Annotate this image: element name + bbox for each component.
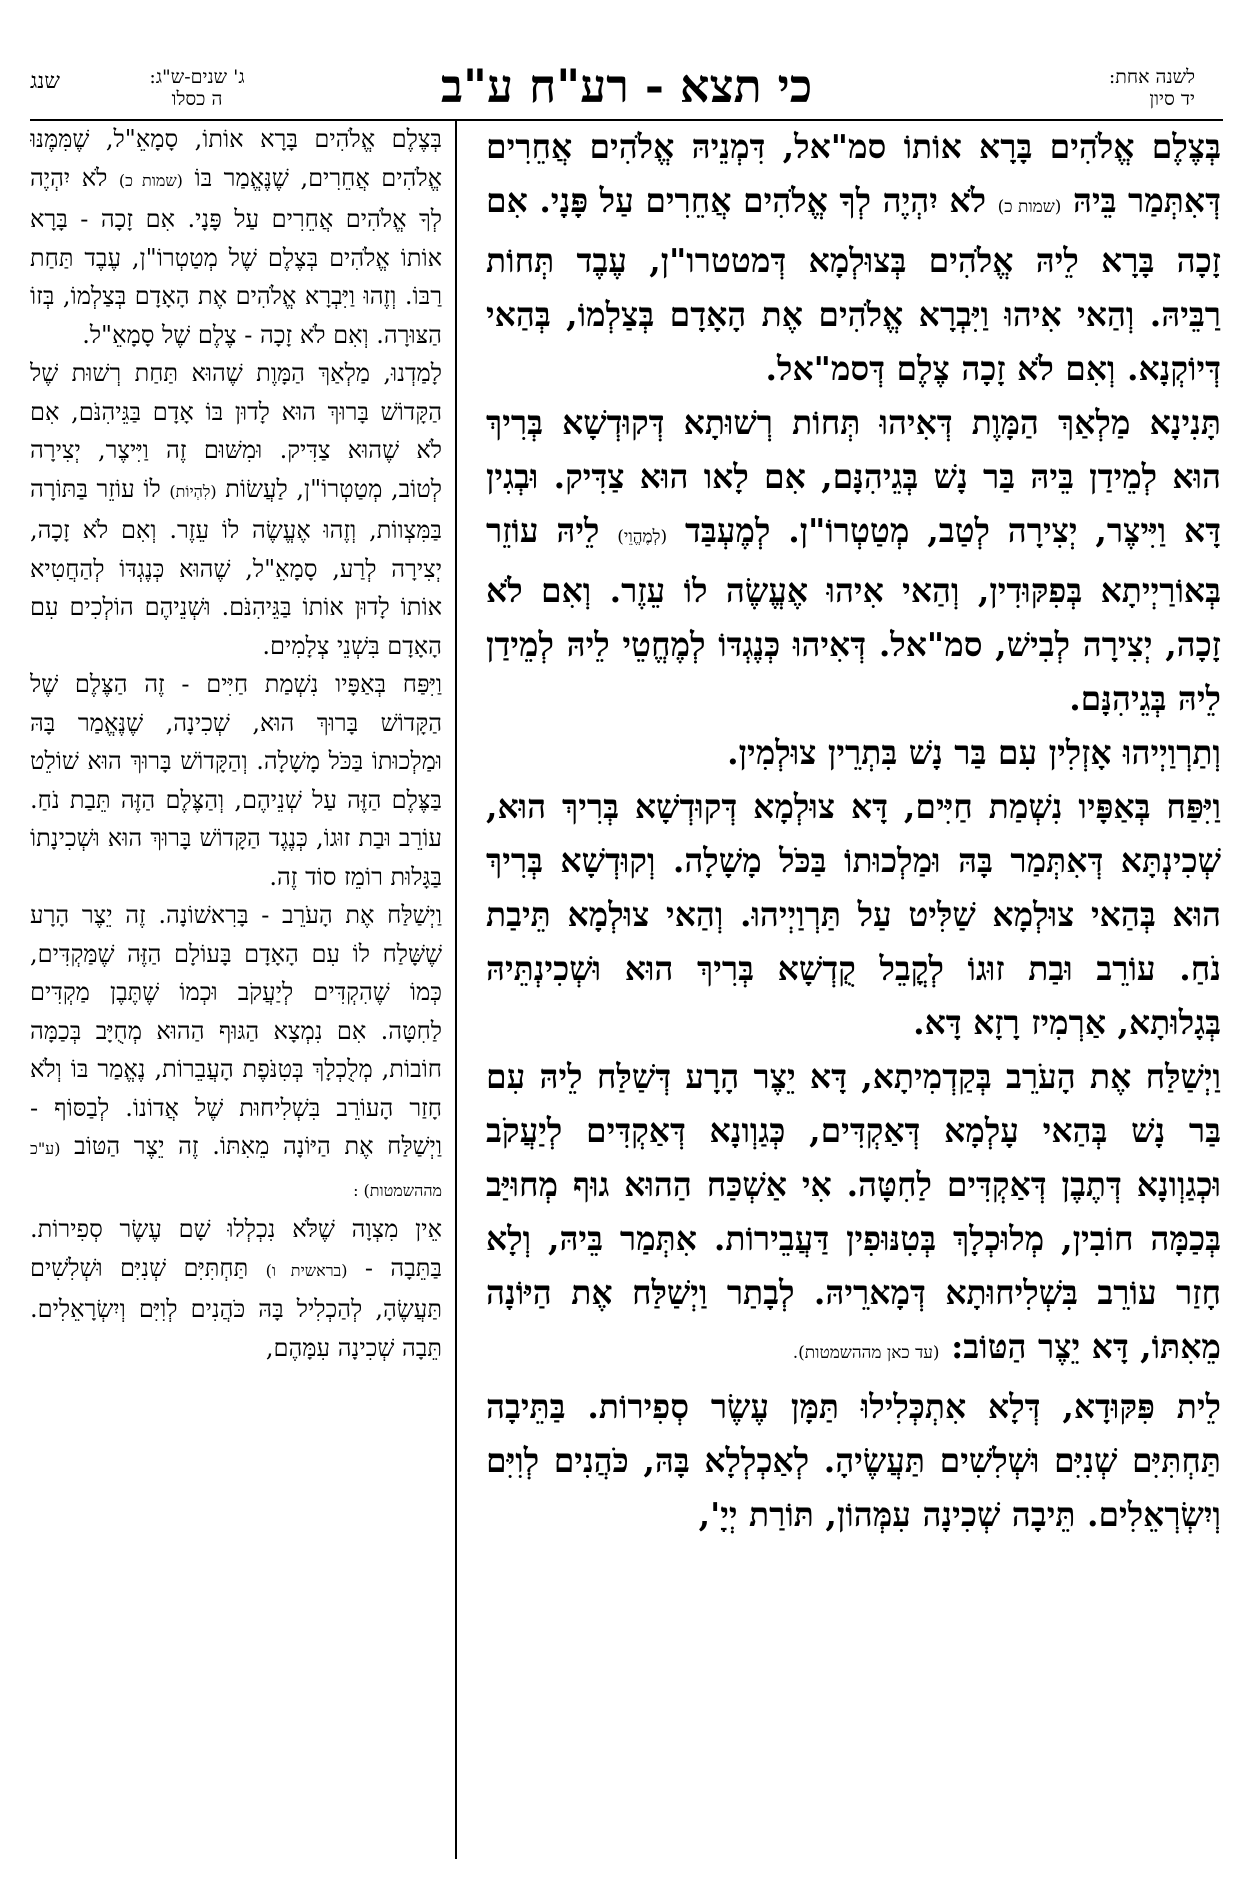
commentary-paragraph — [30, 1210, 442, 1367]
commentary-text: לוֹ עוֹזֵר בַּתּוֹרָה בַּמִּצְווֹת, וְזֶהוּ אֶעֱשֶׂה לוֹ עֵזֶר. וְאִם לֹא זָכָה, יְצִירָה לְרַע, סָמָאֵ"ל, שֶׁהוּא כְּנֶגְדּוֹ לְהַחֲטִיא אוֹתוֹ לָדוּן אוֹתוֹ בַּגֵּיהִנֹּם. וּשְׁנֵיהֶם הוֹלְכִים עִם הָאָדָם בִּשְׁנֵי צְלָמִים. — [30, 474, 442, 660]
commentary-column — [30, 120, 442, 1860]
schedule-three-years-date: ה כסלו — [171, 88, 223, 110]
commentary-paragraph — [30, 120, 442, 354]
page-title: כי תצא - רע"ח ע"ב — [440, 59, 813, 113]
main-paragraph — [486, 120, 1221, 396]
main-text: וַיְשַׁלַּח אֶת הָעֹרֵב בְּקַדְמִיתָא, דָּא יֵצֶר הָרָע דְּשַׁלַּח לֵיהּ עִם בַּר נָשׁ בְּהַאי עָלְמָא דְּאַקְדִּים, כְּגַוְונָא דְּאַקְדִּים לְיַעֲקֹב וּכְגַוְונָא דְּתֶבֶן דְּאַקְדִּים לַחִטָּה. אִי אַשְׁכַּח הַהוּא גוּף מְחוּיַּב בְּכַמָּה חוֹבִין, מְלוּכְלָךְ בְּטִנּוּפִין דַּעֲבֵירוֹת. אִתְּמַר בֵּיהּ, וְלָא חָזַר עוֹרֵב בִּשְׁלִיחוּתָא דְּמָארֵיהּ. לְבָתַר וַיְשַׁלַּח אֶת הַיּוֹנָה מֵאִתּוֹ, דָּא יֵצֶר הַטּוֹב: — [486, 1057, 1221, 1366]
commentary-text: לֹא יִהְיֶה לְךָ אֱלֹהִים אֲחֵרִים עַל פָּנָי. אִם זָכָה - בָּרָא אוֹתוֹ אֱלֹהִים בְּצֶלֶם שֶׁל מְטַטְרוֹ"ן, עֶבֶד תַּחַת רַבּוֹ. וְזֶהוּ וַיִּבְרָא אֱלֹהִים אֶת הָאָדָם בְּצַלְמוֹ, בְּזוֹ הַצּוּרָה. וְאִם לֹא זָכָה - צֶלֶם שֶׁל סָמָאֵ"ל. — [30, 163, 442, 349]
page-header — [30, 58, 1223, 120]
commentary-text: אֵין מִצְוָה שֶׁלֹּא נִכְלְלוּ שָׁם עֶשֶׂר סְפִירוֹת. בַּתֵּבָה - — [30, 1215, 442, 1282]
main-text: תָּנִינָא מַלְאַךְ הַמָּוֶת דְּאִיהוּ תְּחוֹת רְשׁוּתָא דְּקוּדְשָׁא בְּרִיךְ הוּא לְמֵידַן בֵּיהּ בַּר נָשׁ בְּגֵיהִנָּם, אִם לָאו הוּא צַדִּיק. וּבְגִין דָּא וַיִּיצֶר, יְצִירָה לְטַב, מְטַטְרוֹ"ן. לְמֶעְבַּד — [486, 403, 1221, 550]
commentary-text: בְּצֶלֶם אֱלֹהִים בָּרָא אוֹתוֹ, סָמָאֵ"ל, שֶׁמִּמֶּנּוּ אֱלֹהִים אֲחֵרִים, שֶׁנֶּאֱמַר בּוֹ — [30, 125, 442, 192]
source-reference: (שמות כ) — [118, 170, 183, 190]
variant-reading: (לְמֶהֱוֵי) — [617, 527, 668, 547]
schedule-three-years-label: ג' שנים-ש"ג: — [149, 66, 245, 88]
main-paragraph — [486, 396, 1221, 726]
main-paragraph — [486, 1050, 1221, 1380]
commentary-text: תַּחְתִּיִּם שְׁנִיִּם וּשְׁלִשִׁים תַּעֲשֶׂהָ, לְהַכְלִיל בָּהּ כֹּהֲנִים לְוִיִּם וְיִשְׂרָאֵלִים. תֵּבָה שְׁכִינָה עִמָּהֶם, — [30, 1253, 442, 1362]
omission-note: (עד כאן מההשמטות). — [792, 1343, 940, 1363]
commentary-text: לָמַדְנוּ, מַלְאַךְ הַמָּוֶת שֶׁהוּא תַּחַת רְשׁוּת שֶׁל הַקָּדוֹשׁ בָּרוּךְ הוּא לָדוּן בּוֹ אָדָם בַּגֵּיהִנֹּם, אִם לֹא שֶׁהוּא צַדִּיק. וּמִשּׁוּם זֶה וַיִּיצֶר, יְצִירָה לְטוֹב, מְטַטְרוֹ"ן, לַעֲשׂוֹת — [30, 359, 442, 503]
main-text: לֵיהּ עוֹזֵר בְּאוֹרַיְיתָא בְּפִקּוּדִין, וְהַאי אִיהוּ אֶעֱשֶׂה לוֹ עֵזֶר. וְאִם לֹא זָכָה, יְצִירָה לְבִישׁ, סמ"אל. דְּאִיהוּ כְּנֶגְדּוֹ לְמֶחֱטֵי לֵיהּ לְמֵידַן לֵיהּ בְּגֵיהִנָּם. — [486, 511, 1221, 718]
main-paragraph: לֵית פִּקּוּדָא, דְּלָא אִתְכְּלִילוּ תַּמָּן עֶשֶׂר סְפִירוֹת. בַּתֵּיבָה תַּחְתִּיִּם שְׁנִיִּם וּשְׁלִשִׁים תַּעֲשֶׂיהָ. לְאַכְלְלָא בָּהּ, כֹּהֲנִים לְוִיִּם וְיִשְׂרְאֵלִים. תֵּיבָה שְׁכִינָה עִמְּהוֹן, תּוֹרַת יְיָ', — [486, 1387, 1221, 1534]
page-number: שנג — [30, 69, 60, 94]
variant-reading: (לִהְיוֹת) — [169, 481, 217, 501]
commentary-paragraph — [30, 354, 442, 665]
main-paragraph: וַיִּפַּח בְּאַפָּיו נִשְׁמַת חַיִּים, דָּא צוּלְמָא דְּקוּדְשָׁא בְּרִיךְ הוּא, שְׁכִינְתָּא דְּאִתְּמַר בָּהּ וּמַלְכוּתוֹ בַּכֹּל מָשָׁלָה. וְקוּדְשָׁא בְּרִיךְ הוּא בְּהַאי צוּלְמָא שַׁלִּיט עַל תַּרְוַיְיהוּ. וְהַאי צוּלְמָא תֵּיבַת נֹחַ. עוֹרֵב וּבַת זוּגוֹ לְקֳבֵל קֻדְשָׁא בְּרִיךְ הוּא וּשְׁכִינְתֵּיהּ בְּגָלוּתָא, אַרְמִיז רָזָא דָּא. — [486, 787, 1221, 1042]
main-text: לֹא יִהְיֶה לְךָ אֱלֹהִים אֲחֵרִים עַל פָּנָי. אִם זָכָה בָּרָא לֵיהּ אֱלֹהִים בְּצוּלְמָא דְּמטטרו"ן, עֶבֶד תְּחוֹת רַבֵּיהּ. וְהַאי אִיהוּ וַיִּבְרָא אֱלֹהִים אֶת הָאָדָם בְּצַלְמוֹ, בְּהַאי דְּיוֹקְנָא. וְאִם לֹא זָכָה צֶלֶם דְּסמ"אל. — [486, 181, 1221, 388]
main-text: בְּצֶלֶם אֱלֹהִים בָּרָא אוֹתוֹ סמ"אל, דִּמְנֵיהּ אֱלֹהִים אֲחֵרִים דְּאִתְּמַר בֵּיהּ — [486, 127, 1221, 220]
commentary-paragraph: וַיִּפַּח בְּאַפָּיו נִשְׁמַת חַיִּים - זֶה הַצֶּלֶם שֶׁל הַקָּדוֹשׁ בָּרוּךְ הוּא, שְׁכִינָה, שֶׁנֶּאֱמַר בָּהּ וּמַלְכוּתוֹ בַּכֹּל מָשָׁלָה. וְהַקָּדוֹשׁ בָּרוּךְ הוּא שׁוֹלֵט בַּצֶּלֶם הַזֶּה עַל שְׁנֵיהֶם, וְהַצֶּלֶם הַזֶּה תֵּבַת נֹחַ. עוֹרֵב וּבַת זוּגוֹ, כְּנֶגֶד הַקָּדוֹשׁ בָּרוּךְ הוּא וּשְׁכִינָתוֹ בַּגָּלוּת רוֹמֵז סוֹד זֶה. — [30, 670, 442, 891]
column-separator — [455, 119, 457, 1859]
source-reference: (בראשית ו) — [265, 1260, 348, 1280]
commentary-text: וַיְשַׁלַּח אֶת הָעֹרֵב - בָּרִאשׁוֹנָה. זֶה יֵצֶר הָרָע שֶׁשָּׁלַח לוֹ עִם הָאָדָם בָּעוֹלָם הַזֶּה שֶׁמַּקְדִּים, כְּמוֹ שֶׁהִקְדִּים לְיַעֲקֹב וּכְמוֹ שֶׁתֶּבֶן מַקְדִּים לַחִטָּה. אִם נִמְצָא הַגּוּף הַהוּא מְחֻיָּב בְּכַמָּה חוֹבוֹת, מְלֻכְלָךְ בְּטִנֹּפֶת הָעֲבֵרוֹת, נֶאֱמַר בּוֹ וְלֹא חָזַר הָעוֹרֵב בִּשְׁלִיחוּת שֶׁל אֲדוֹנוֹ. לְבַסּוֹף - וַיְשַׁלַּח אֶת הַיּוֹנָה מֵאִתּוֹ. זֶה יֵצֶר הַטּוֹב — [30, 901, 442, 1160]
omission-note: (ע"כ מההשמטות) : — [30, 1139, 442, 1200]
commentary-paragraph — [30, 896, 442, 1210]
main-paragraph: וְתַרְוַיְיהוּ אָזְלִין עִם בַּר נָשׁ בִּתְרֵין צוּלְמִין. — [727, 733, 1221, 772]
source-reference: (שמות כ) — [997, 197, 1062, 217]
schedule-one-year-label: לשנה אחת: — [1108, 66, 1195, 88]
schedule-one-year-date: יד סיון — [1149, 88, 1195, 110]
main-text-column — [486, 120, 1221, 1860]
